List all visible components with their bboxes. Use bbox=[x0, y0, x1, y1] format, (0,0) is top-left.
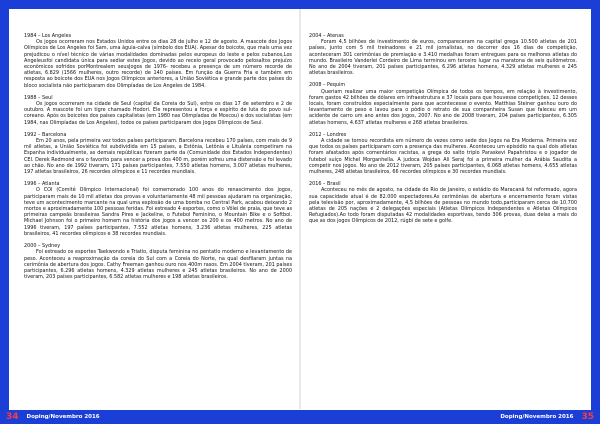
left-footer bbox=[0, 410, 300, 424]
right-column bbox=[309, 33, 577, 231]
page-number-right: 35 bbox=[581, 412, 594, 422]
entry-heading: 2000 – Sydney bbox=[24, 243, 61, 250]
entry-heading: 2008 – Pequim bbox=[309, 82, 346, 89]
publication-label-left: Doping/Novembro 2016 bbox=[26, 414, 100, 420]
left-column bbox=[24, 33, 292, 286]
entry-2000 bbox=[24, 243, 292, 280]
entry-1992 bbox=[24, 132, 292, 175]
entry-2016 bbox=[309, 181, 577, 224]
entry-2004 bbox=[309, 33, 577, 76]
entry-2012 bbox=[309, 132, 577, 175]
entry-heading: 2004 – Atenas bbox=[309, 33, 344, 39]
entry-2008 bbox=[309, 82, 577, 125]
entry-1996 bbox=[24, 181, 292, 237]
entry-body: O COI (Comitê Olímpico Internacional) foi comemorado 100 anos do renascimento dos jogos, participaram mais de 10 mil atletas dos provas e voluntariamente 48 mil pessoas ajudaram na organização, teve um acontecimento marcante na qual uma explosão de uma bomba no Central Park, acabou deixando 2 mortos e aproximadamente 100 pessoas feridas. Foi estreado 4 esportes, como o Vôlei de praia, que teve as primeiras campeãs brasileiras Sandra Pires e Jackeline, o Futebol Feminino, o Mountain Bike e o Softbol. Michael Johnson foi o primeiro homem na história dos jogos a vencer os 200 e os 400 metros. No ano de 1996 tiveram, 197 países participantes, 7.552 atletas homens, 3.236 atletas mulheres, 225 atletas brasileiros, 41 recordes olímpicos e 38 recordes mundiais. bbox=[24, 187, 292, 237]
publication-label-right: Doping/Novembro 2016 bbox=[500, 414, 574, 420]
entry-body: Os jogos ocorreram nos Estados Unidos entre os dias 28 de julho e 12 de agosto. A mascote dos Jogos Olímpicos de Los Angeles foi Sam, uma águia-calva (símbolo dos EUA). Apesar do boicote, que mais uma vez prejudicou o nível técnico de várias modalidades dominadas pelos europeus do leste e pelos cubanos,Los Angeleusfoi candidata única para sediar estes Jogos, devido ao receio geral provocado pelosaltos prejuízo econômicos sofridos porMontrealem seusJogos de 1976- recebeu a presença de um número recorde de atletas, 6.829 (1566 mulheres, outro recorde) de 140 países. Em função da Guerra Fria e também em resposta ao boicote dos EUA nos Jogos Olímpicos anteriores, a União Soviética e grande parte dos países do bloco socialista não participaram dos Olimpíadas de Los Angeles de 1984. bbox=[24, 39, 292, 89]
center-fold bbox=[299, 9, 301, 409]
entry-heading: 1988 – Seul bbox=[24, 94, 53, 101]
right-footer bbox=[300, 410, 600, 424]
entry-1988 bbox=[24, 95, 292, 126]
entry-heading: 1984 – Los Angeles bbox=[24, 33, 72, 39]
entry-body: Os jogos ocorreram na cidade de Seul (capital da Coreia do Sul), entre os dias 17 de setembro e 2 de outubro. A mascote foi um tigre chamado Hodori. Ele representou a força e espírito de luta do povo sul-coreano. Após os boicotes dos países capitalistas (em 1980 nas Olimpíadas de Moscou) e dos socialistas (em 1984, nas Olimpíadas de Los Angeles), todos os países participaram dos Jogos Olímpicos de Seul. bbox=[24, 101, 292, 126]
entry-body: Em 20 anos, pela primeira vez todos países participaram. Barcelona recebeu 170 países, com mais de 9 mil atletas, a União Soviética foi subdividida em 15 países, a Estônia, Letônia e Lituânia competiram na Espanha individualmente, as demais repúblicas fizeram parte da (Comunidade dos Estados Independentes) CEI. Derek Redmond era o favorito para vencer a prova dos 400 m, porém sofreu uma distensão e foi levado ao chão. No ano de 1992 tiveram, 171 países participantes, 7.550 atletas homens, 3.007 atletas mulheres, 197 atletas brasileiros, 26 recordes olímpicos e 11 recordes mundiais. bbox=[24, 138, 292, 176]
entry-1984 bbox=[24, 33, 292, 89]
entry-body: A cidade se tornou recordista em número de vezes como sede dos Jogos na Era Moderna. Primeira vez que todos os países participaram com a presença das mulheres. Aconteceu um episódio na qual dois atletas foram afastados após comentários racistas, a grega do salto triplo Paraskevi Papahristou e o jogador de futebol suíço Michel Morganhella. A judoca Wojdan Ali Seraj foi a primeira mulher da Arábia Saudita a competir nos jogos. No ano de 2012 tiveram, 205 países participantes, 6.068 atletas homens, 4.655 atletas mulheres, 248 atletas brasileiros, 66 recordes olímpicos e 30 recordes mundiais. bbox=[309, 138, 577, 176]
entry-heading: 2016 – Brasil bbox=[309, 181, 341, 188]
entry-heading: 1992 – Barcelona bbox=[24, 131, 67, 138]
entry-body: Aconteceu no mês de agosto, na cidade do Rio de Janeiro, o estádio do Maracanã foi reformado, agora sua capacidade atual é de 82.000 espectadores.As cerimônias de abertura e encerramento foram vistas pela televisão por, aproximadamente, 4,5 bilhões de pessoas no mundo todo,participaram cerca de 10.700 atletas de 205 nações e 2 delegações especiais (Atletas Olímpicos Independentes e Atletas Olímpicos Refugiados).Ao todo foram disputadas 42 modalidades esportivas, tendo 306 provas, duas delas a mais do que as dos jogos Olímpicos de 2012, rúgbi de sete e golfe. bbox=[309, 187, 577, 225]
entry-body: Foram 4,5 bilhões de investimento de euros, compareceram na capital grega 10.500 atletas de 201 países, junto com 5 mil treinadores e 21 mil jornalistas, no decorrer dos 16 dias de competição, aconteceram 301 cerimônias de premiação e 3.410 medalhas foram entregues para os melhores atletas do mundo. Brasileiro Vanderlei Cordeiro de Lima terminou em terceiro lugar na maratona de seis quilômetros. No ano de 2004 tiveram, 201 países participantes, 6.296 atletas homens, 4.329 atletas mulheres e 245 atletas brasileiros. bbox=[309, 39, 577, 77]
entry-body: Queriam realizar uma maior competição Olímpica de todos os tempos, em relação à investimento, foram gastos 42 bilhões de dólares em infraestrutura e 37 locais para que houvesse competições, 12 desses locais, foram construídos especialmente para que acontecesse o evento. Matthias Steiner ganhou ouro do levantamento de peso e lavou para o pódio o retrato de sua companheira Susan que faleceu em um acidente de carro um ano antes dos jogos, 2007. No ano de 2008 tiveram, 204 países participantes, 6.305 atletas homens, 4.637 atletas mulheres e 268 atletas brasileiros. bbox=[309, 88, 577, 126]
page-number-left: 34 bbox=[6, 412, 19, 422]
right-page bbox=[300, 0, 600, 424]
entry-heading: 2012 – Londres bbox=[309, 131, 347, 138]
entry-body: Foi estreado os esportes Taekwondo e Triatlo, disputa feminina no pentatlo moderno e levantamento de peso. Aconteceu a reaproximação da coreia do Sul com a Coreia do Norte, na qual desfilaram juntas na cerimônia de abertura dos jogos. Cathy Freeman ganhou ouro nos 400m rasos. Em 2004 tiveram, 201 países participantes, 6.296 atletas homens, 4.329 atletas mulheres e 245 atletas brasileiros. No ano de 2000 tiveram, 203 países participantes, 6.582 atletas mulheres e 198 atletas brasileiros. bbox=[24, 249, 292, 281]
entry-heading: 1996 – Atlanta bbox=[24, 181, 60, 188]
